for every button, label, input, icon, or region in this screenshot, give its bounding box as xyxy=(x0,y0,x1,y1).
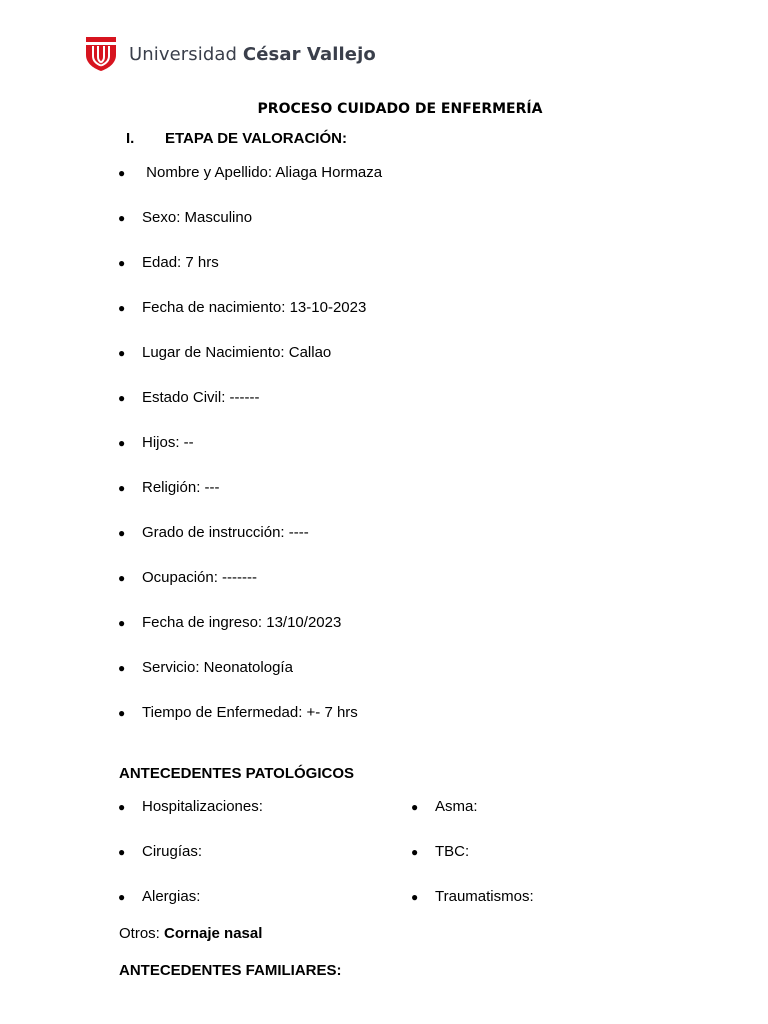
patient-field-item xyxy=(118,164,382,182)
university-name: Universidad César Vallejo xyxy=(129,43,376,65)
patient-field-item-text: Hijos: -- xyxy=(142,434,194,451)
bullet-icon: ● xyxy=(118,301,126,315)
patient-field-item-text: Edad: 7 hrs xyxy=(142,254,219,271)
patient-field-item xyxy=(118,434,194,452)
patient-field-item xyxy=(118,209,252,227)
pathological-item xyxy=(118,843,202,861)
patient-field-item xyxy=(118,299,366,317)
family-history-heading: ANTECEDENTES FAMILIARES: xyxy=(119,962,342,979)
bullet-icon: ● xyxy=(118,571,126,585)
patient-field-item-text: Fecha de nacimiento: 13-10-2023 xyxy=(142,299,367,316)
pathological-item-text: Cirugías: xyxy=(142,843,203,860)
patient-field-item-text: Nombre y Apellido: Aliaga Hormaza xyxy=(142,164,383,181)
section-number: I. xyxy=(126,130,135,147)
bullet-icon: ● xyxy=(118,661,126,675)
bullet-icon: ● xyxy=(118,256,126,270)
bullet-icon: ● xyxy=(118,845,126,859)
ucv-shield-icon xyxy=(85,36,117,72)
patient-field-item-text: Religión: --- xyxy=(142,479,220,496)
bullet-icon: ● xyxy=(118,346,126,360)
patient-field-item-text: Fecha de ingreso: 13/10/2023 xyxy=(142,614,342,631)
patient-field-item-text: Ocupación: ------- xyxy=(142,569,258,586)
pathological-item-text: TBC: xyxy=(435,843,470,860)
pathological-item xyxy=(118,888,200,906)
pathological-item-text: Traumatismos: xyxy=(435,888,534,905)
pathological-item xyxy=(411,843,469,861)
otros-label: Otros: xyxy=(119,925,165,942)
patient-field-item-text: Sexo: Masculino xyxy=(142,209,253,226)
patient-field-item-text: Tiempo de Enfermedad: +- 7 hrs xyxy=(142,704,358,721)
patient-field-item xyxy=(118,704,358,722)
bullet-icon: ● xyxy=(118,166,126,180)
bullet-icon: ● xyxy=(118,890,126,904)
otros-line xyxy=(119,925,262,942)
section-heading xyxy=(126,130,347,147)
patient-field-item xyxy=(118,659,293,677)
patient-field-item xyxy=(118,614,341,632)
bullet-icon: ● xyxy=(118,436,126,450)
pathological-item xyxy=(118,798,263,816)
patient-field-item-text: Grado de instrucción: ---- xyxy=(142,524,309,541)
section-title: ETAPA DE VALORACIÓN: xyxy=(165,130,347,147)
document-title: PROCESO CUIDADO DE ENFERMERÍA xyxy=(257,101,543,117)
bullet-icon: ● xyxy=(118,800,126,814)
patient-field-item-text: Lugar de Nacimiento: Callao xyxy=(142,344,332,361)
pathological-item xyxy=(411,888,534,906)
bullet-icon: ● xyxy=(118,211,126,225)
patient-field-item-text: Servicio: Neonatología xyxy=(142,659,293,676)
bullet-icon: ● xyxy=(411,800,419,814)
pathological-item-text: Alergias: xyxy=(142,888,201,905)
bullet-icon: ● xyxy=(118,391,126,405)
patient-field-item xyxy=(118,569,257,587)
pathological-item xyxy=(411,798,478,816)
pathological-history-heading: ANTECEDENTES PATOLÓGICOS xyxy=(119,765,355,782)
bullet-icon: ● xyxy=(118,616,126,630)
patient-field-item xyxy=(118,254,219,272)
patient-field-item xyxy=(118,524,309,542)
patient-field-item xyxy=(118,389,260,407)
university-logo xyxy=(85,36,376,72)
patient-field-item-text: Estado Civil: ------ xyxy=(142,389,260,406)
patient-field-item xyxy=(118,344,331,362)
bullet-icon: ● xyxy=(411,890,419,904)
pathological-item-text: Hospitalizaciones: xyxy=(142,798,263,815)
bullet-icon: ● xyxy=(118,526,126,540)
patient-field-item xyxy=(118,479,220,497)
bullet-icon: ● xyxy=(411,845,419,859)
bullet-icon: ● xyxy=(118,706,126,720)
bullet-icon: ● xyxy=(118,481,126,495)
pathological-item-text: Asma: xyxy=(435,798,478,815)
otros-value: Cornaje nasal xyxy=(164,925,263,942)
